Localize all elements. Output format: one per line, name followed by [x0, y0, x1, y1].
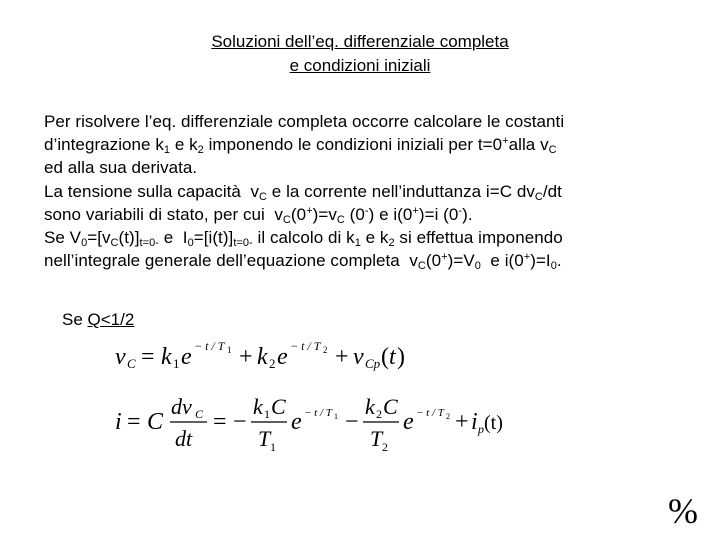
equation-vc: [115, 336, 415, 376]
equation-vc-graphic: [115, 336, 415, 376]
svg-text:v: v: [115, 344, 126, 370]
svg-text:+: +: [239, 344, 253, 370]
svg-text:− t / T: − t / T: [416, 407, 444, 419]
svg-text:): ): [397, 344, 405, 370]
svg-text:1: 1: [334, 412, 338, 421]
svg-text:−: −: [345, 409, 359, 435]
body-line-3: ed alla sua derivata.: [44, 158, 198, 178]
svg-text:C: C: [147, 409, 164, 435]
percent-symbol: %: [668, 491, 698, 531]
svg-text:e: e: [277, 344, 288, 370]
svg-text:1: 1: [227, 345, 232, 355]
svg-text:1: 1: [270, 440, 276, 454]
svg-text:T: T: [258, 426, 271, 451]
body-line-1: Per risolvere l’eq. differenziale completa occorre calcolare le costanti: [44, 112, 565, 131]
svg-text:=: =: [213, 409, 227, 435]
svg-text:i: i: [115, 409, 122, 435]
svg-text:(: (: [381, 344, 389, 370]
svg-text:− t / T: − t / T: [304, 407, 332, 419]
svg-text:1: 1: [264, 407, 270, 421]
svg-text:e: e: [181, 344, 192, 370]
svg-text:=: =: [127, 409, 141, 435]
svg-text:=: =: [141, 344, 155, 370]
svg-text:t: t: [389, 344, 396, 370]
case-prefix: Se: [62, 310, 88, 329]
case-label: [62, 310, 134, 330]
svg-text:dv: dv: [171, 394, 192, 419]
title-line-1: Soluzioni dell’eq. differenziale completa: [211, 32, 509, 51]
svg-text:k: k: [365, 394, 375, 419]
svg-text:2: 2: [376, 407, 382, 421]
svg-text:e: e: [403, 409, 414, 435]
svg-text:e: e: [291, 409, 302, 435]
svg-text:C: C: [195, 407, 204, 421]
svg-text:1: 1: [173, 356, 180, 371]
body-text: [44, 110, 684, 272]
svg-text:C: C: [127, 356, 136, 371]
svg-text:−: −: [233, 409, 247, 435]
svg-text:k: k: [161, 344, 172, 370]
svg-text:C: C: [271, 394, 286, 419]
svg-text:v: v: [353, 344, 364, 370]
svg-text:− t / T: − t / T: [290, 339, 321, 353]
svg-text:+: +: [335, 344, 349, 370]
svg-text:T: T: [370, 426, 383, 451]
svg-text:(t): (t): [484, 412, 503, 434]
equation-i-graphic: [115, 392, 503, 458]
body-line-6: Se $V_0=[v_C(t)]_{t=0-}$ e $I_0=[i(t)]_{t=0-}$ il calcolo di $k_1$ e $k_2$ si effettua imponendo: [44, 228, 563, 250]
svg-text:k: k: [253, 394, 263, 419]
svg-text:− t / T: − t / T: [194, 339, 225, 353]
equation-i: [115, 392, 503, 458]
title-line-2: e condizioni iniziali: [289, 56, 431, 75]
svg-text:p: p: [478, 422, 484, 436]
svg-text:2: 2: [269, 356, 276, 371]
svg-text:dt: dt: [175, 426, 193, 451]
svg-text:2: 2: [323, 345, 328, 355]
svg-text:Cp: Cp: [365, 356, 381, 371]
svg-text:i: i: [471, 409, 478, 435]
body-line-7: nell’integrale generale dell’equazione completa $v_C(0^+)=V_0$ e $i(0^+)=I_0$.: [44, 251, 562, 273]
svg-text:+: +: [455, 409, 469, 435]
body-line-4: La tensione sulla capacità $v_C$ e la corrente nell’induttanza i=C $dv_C/dt$: [44, 181, 562, 203]
body-line-5: sono variabili di stato, per cui $v_C(0^+)=v_C$ (0-) e i(0+)=i (0-).: [44, 204, 473, 226]
slide-title: [0, 30, 720, 78]
case-condition: Q<1/2: [87, 310, 135, 329]
svg-text:2: 2: [446, 412, 450, 421]
svg-text:k: k: [257, 344, 268, 370]
svg-text:C: C: [383, 394, 398, 419]
body-line-2: d’integrazione $k_1$ e $k_2$ imponendo le condizioni iniziali per t=0+alla $v_C$: [44, 135, 557, 157]
svg-text:2: 2: [382, 440, 388, 454]
